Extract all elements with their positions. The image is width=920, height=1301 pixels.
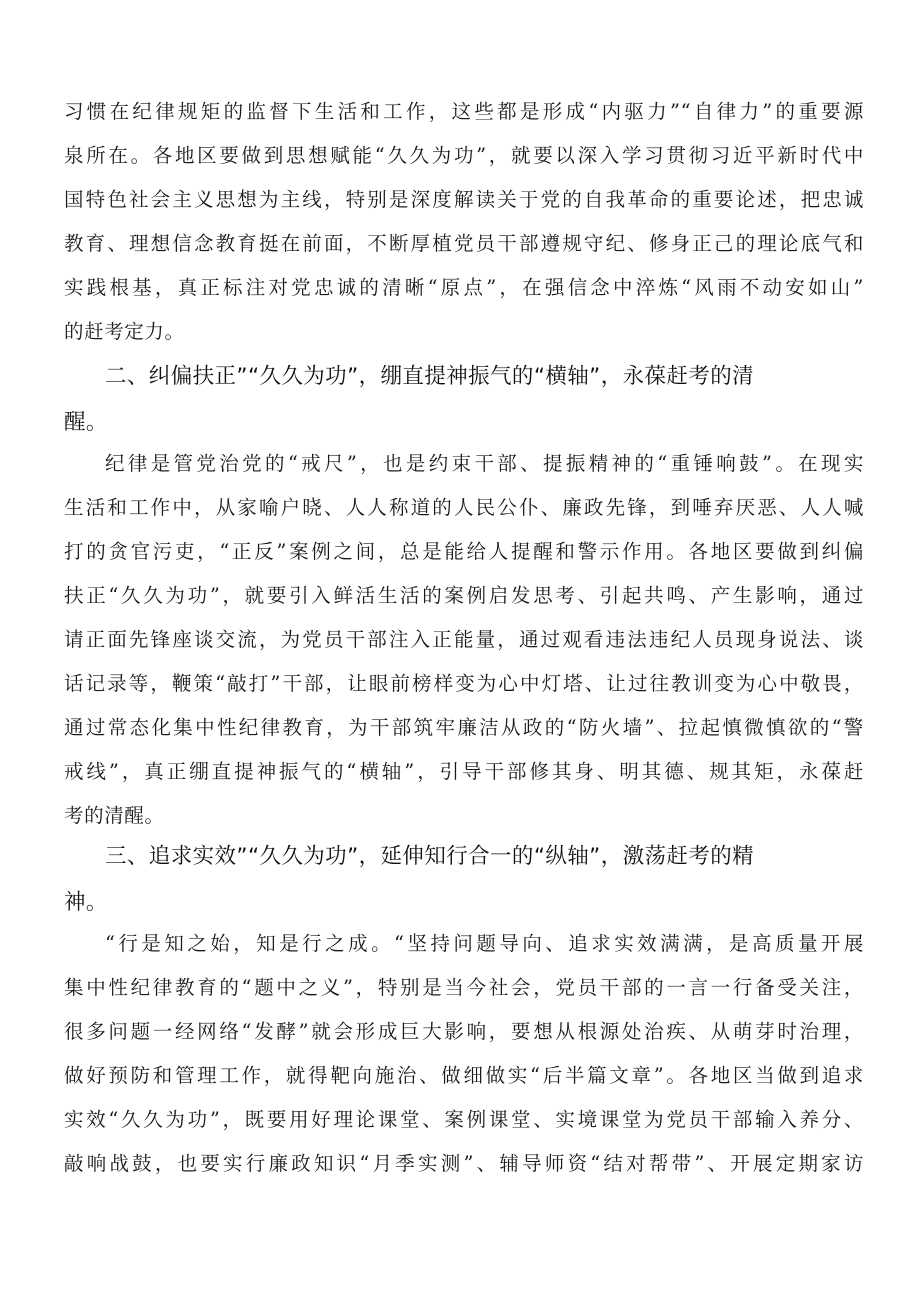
heading-line: 神。 <box>64 890 108 915</box>
section-heading-2 <box>64 354 864 446</box>
text-line: 请正面先锋座谈交流，为党员干部注入正能量，通过观看违法违纪人员现身说法、谈 <box>64 628 864 651</box>
text-line: “行是知之始，知是行之成。“坚持问题导向、追求实效满满，是高质量开展 <box>105 932 864 955</box>
text-line: 打的贪官污吏，“正反”案例之间，总是能给人提醒和警示作用。各地区要做到纠偏 <box>64 540 864 563</box>
text-line: 实效“久久为功”，既要用好理论课堂、案例课堂、实境课堂为党员干部输入养分、 <box>64 1108 864 1131</box>
text-line: 纪律是管党治党的“戒尺”，也是约束干部、提振精神的“重锤响鼓”。在现实 <box>105 452 864 475</box>
heading-line: 三、追求实效”“久久为功”，延伸知行合一的“纵轴”，激荡赶考的精 <box>105 844 754 869</box>
text-line: 考的清醒。 <box>64 804 165 827</box>
text-line: 实践根基，真正标注对党忠诚的清晰“原点”，在强信念中淬炼“风雨不动安如山” <box>64 276 864 299</box>
paragraph-3 <box>64 922 864 1186</box>
section-heading-3 <box>64 834 864 926</box>
text-line: 的赶考定力。 <box>64 320 185 343</box>
text-line: 很多问题一经网络“发酵”就会形成巨大影响，要想从根源处治疾、从萌芽时治理， <box>64 1020 864 1043</box>
text-line: 话记录等，鞭策“敲打”干部，让眼前榜样变为心中灯塔、让过往教训变为心中敬畏， <box>64 672 864 695</box>
paragraph-intro <box>64 90 864 354</box>
heading-line: 醒。 <box>64 410 108 435</box>
text-line: 扶正“久久为功”，就要引入鲜活生活的案例启发思考、引起共鸣、产生影响，通过 <box>64 584 864 607</box>
text-line: 敲响战鼓，也要实行廉政知识“月季实测”、辅导师资“结对帮带”、开展定期家访 <box>64 1152 864 1175</box>
text-line: 习惯在纪律规矩的监督下生活和工作，这些都是形成“内驱力”“自律力”的重要源 <box>64 100 864 123</box>
text-line: 生活和工作中，从家喻户晓、人人称道的人民公仆、廉政先锋，到唾弃厌恶、人人喊 <box>64 496 864 519</box>
text-line: 通过常态化集中性纪律教育，为干部筑牢廉洁从政的“防火墙”、拉起慎微慎欲的“警 <box>64 716 864 739</box>
text-line: 集中性纪律教育的“题中之义”，特别是当今社会，党员干部的一言一行备受关注， <box>64 976 864 999</box>
text-line: 国特色社会主义思想为主线，特别是深度解读关于党的自我革命的重要论述，把忠诚 <box>64 188 864 211</box>
text-line: 戒线”，真正绷直提神振气的“横轴”，引导干部修其身、明其德、规其矩，永葆赶 <box>64 760 864 783</box>
paragraph-2 <box>64 442 864 838</box>
text-line: 做好预防和管理工作，就得靶向施治、做细做实“后半篇文章”。各地区当做到追求 <box>64 1064 864 1087</box>
text-line: 泉所在。各地区要做到思想赋能“久久为功”，就要以深入学习贯彻习近平新时代中 <box>64 144 864 167</box>
text-line: 教育、理想信念教育挺在前面，不断厚植党员干部遵规守纪、修身正己的理论底气和 <box>64 232 864 255</box>
heading-line: 二、纠偏扶正”“久久为功”，绷直提神振气的“横轴”，永葆赶考的清 <box>105 364 754 389</box>
